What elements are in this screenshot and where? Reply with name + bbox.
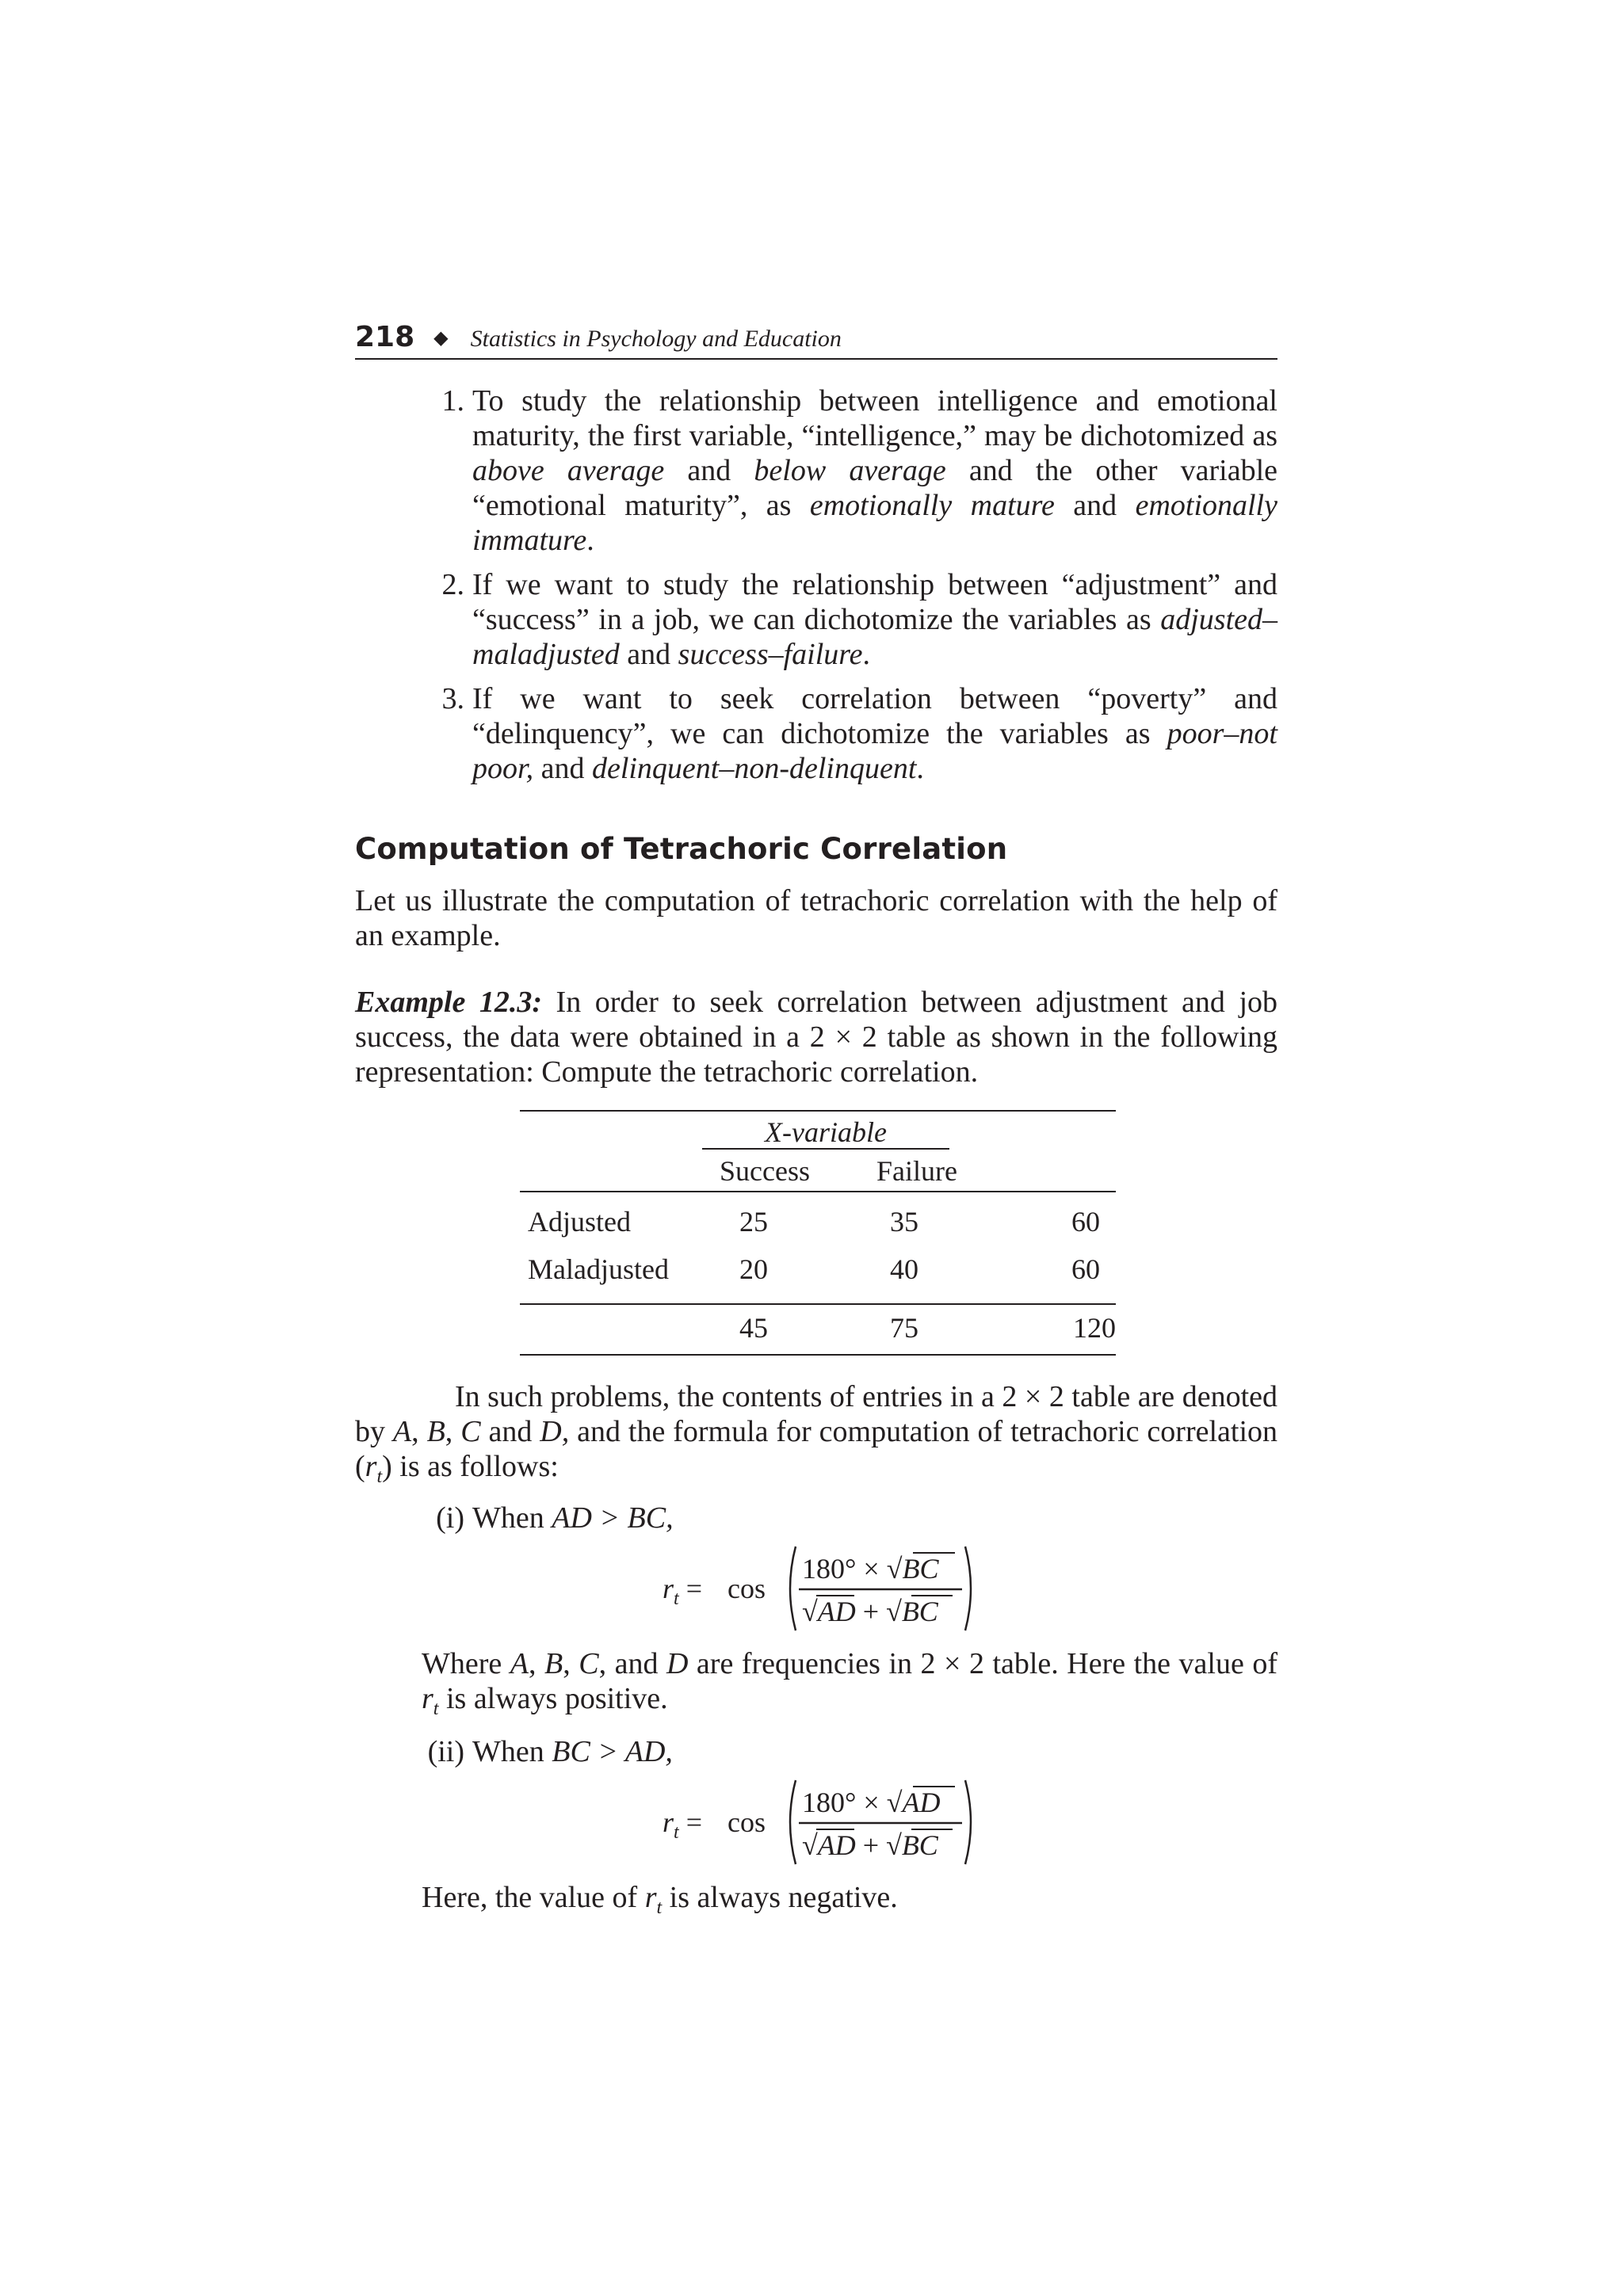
example-text: In order to seek correlation between adjustment and job success, the data were obtained in a 2 × 2 table as shown in the following representation: Compute the tetrachoric correlation.: [355, 986, 1278, 1089]
text-run: and: [664, 454, 754, 487]
table-row: [520, 1246, 1116, 1294]
text-run: ,: [411, 1415, 427, 1448]
numerator-variable: AD: [902, 1787, 941, 1818]
text-run: and the formula for computation of tetrachoric correlation (: [355, 1415, 1278, 1483]
list-item: [355, 383, 1277, 558]
text-run: ,: [528, 1647, 544, 1680]
list-item: [355, 681, 1277, 786]
formula-case-i: [355, 1542, 1277, 1635]
denominator-term-b: √BC: [886, 1829, 938, 1861]
variable: D,: [540, 1415, 570, 1448]
italic-term: delinquent–non-delinquent: [591, 752, 917, 785]
text-run: ,: [445, 1415, 461, 1448]
list-text: [472, 383, 1277, 558]
variable: A: [392, 1415, 412, 1448]
text-run: .: [586, 524, 594, 557]
plus-sign: +: [855, 1596, 887, 1627]
variable: A: [510, 1647, 529, 1680]
formula-intro-paragraph: [355, 1379, 1277, 1488]
variable: r: [422, 1682, 433, 1715]
variable: D: [666, 1647, 689, 1680]
left-paren-icon: [790, 1780, 796, 1864]
book-title: Statistics in Psychology and Education: [470, 326, 842, 352]
case-number: (ii): [427, 1735, 464, 1768]
case-i: [355, 1501, 1277, 1535]
equals-sign: =: [678, 1573, 702, 1604]
text-run: and: [619, 638, 678, 671]
variable: r: [663, 1806, 674, 1838]
section-heading: Computation of Tetrachoric Correlation: [355, 832, 1008, 866]
plus-sign: +: [855, 1829, 887, 1861]
formula-case-ii: [355, 1775, 1277, 1869]
numerator: [802, 1553, 939, 1585]
right-paren-icon: [965, 1547, 971, 1630]
variable: B: [544, 1647, 563, 1680]
text-run: Here, the value of: [422, 1881, 645, 1914]
col-header-success: Success: [720, 1155, 810, 1187]
italic-term: emotionally mature: [809, 489, 1055, 522]
case-ii-note: [422, 1880, 1277, 1919]
numerator-variable: BC: [902, 1553, 939, 1585]
condition: BC > AD,: [552, 1735, 673, 1768]
text-run: If we want to study the relationship between “adjustment” and “success” in a job, we can dichotomize the variables as: [472, 568, 1277, 636]
denominator: [802, 1829, 939, 1861]
text-run: .: [916, 752, 924, 785]
list-text: [472, 567, 1277, 672]
denominator-term-a: √AD: [802, 1596, 856, 1627]
list-number: 3.: [441, 682, 464, 715]
numerator: [802, 1787, 940, 1818]
case-i-note: [422, 1646, 1277, 1720]
text-run: ) is as follows:: [382, 1450, 559, 1483]
example-paragraph: [355, 985, 1277, 1089]
text-run: and: [480, 1415, 540, 1448]
col-header-failure: Failure: [876, 1155, 957, 1187]
book-page: [355, 321, 1277, 1919]
table-bottom-rule: [520, 1354, 1116, 1356]
denominator-term-b: √BC: [886, 1596, 938, 1627]
list-item: [355, 567, 1277, 672]
variable: C: [579, 1647, 599, 1680]
total-success: 45: [739, 1312, 768, 1344]
subscript: t: [656, 1897, 663, 1918]
text-run: is always positive.: [438, 1682, 668, 1715]
fraction-case-ii: [785, 1775, 976, 1869]
right-paren-icon: [965, 1780, 971, 1864]
text-run: If we want to seek correlation between “poverty” and “delinquency”, we can dichotomize the variables as: [472, 682, 1277, 750]
text-run: are frequencies in 2 × 2 table. Here the value of: [688, 1647, 1278, 1680]
text-run: Where: [422, 1647, 510, 1680]
case-condition: [472, 1501, 674, 1535]
list-number: 2.: [441, 568, 464, 601]
running-head: [355, 321, 1277, 360]
case-ii: [355, 1734, 1277, 1769]
italic-term: poor–not poor,: [472, 717, 1277, 785]
italic-term: success–failure: [678, 638, 863, 671]
text-run: .: [862, 638, 871, 671]
cell-total: 60: [1071, 1253, 1100, 1285]
case-number: (i): [436, 1501, 464, 1535]
text-run: , and: [598, 1647, 666, 1680]
page-number: 218: [355, 321, 415, 353]
cos-function: cos: [727, 1573, 766, 1604]
left-paren-icon: [790, 1547, 796, 1630]
list-text: [472, 681, 1277, 786]
diamond-icon: ◆: [433, 326, 449, 349]
fraction-case-i: [785, 1542, 976, 1635]
total-failure: 75: [890, 1312, 918, 1344]
table-row: [520, 1199, 1116, 1246]
example-label: Example 12.3:: [355, 986, 543, 1019]
variable: r: [365, 1450, 377, 1483]
variable: C: [460, 1415, 481, 1448]
formula-lhs: [663, 1806, 702, 1843]
table-total-row: [520, 1305, 1116, 1354]
case-condition: [472, 1734, 673, 1769]
section-intro: Let us illustrate the computation of tetrachoric correlation with the help of an example.: [355, 884, 1277, 952]
text-run: When: [472, 1735, 552, 1768]
variable: r: [644, 1881, 657, 1914]
variable: B: [426, 1415, 445, 1448]
row-label: Adjusted: [528, 1206, 631, 1238]
numerator-prefix: 180° × √: [802, 1553, 903, 1585]
numerator-prefix: 180° × √: [802, 1787, 903, 1818]
cell-success: 25: [739, 1206, 768, 1238]
formula-lhs: [663, 1572, 702, 1609]
equals-sign: =: [678, 1806, 702, 1838]
cell-failure: 35: [890, 1206, 918, 1238]
text-run: In such problems, the contents of entries in a 2 × 2 table are denoted by: [355, 1380, 1277, 1448]
example-list: [355, 383, 1277, 786]
text-run: and: [533, 752, 592, 785]
italic-term: adjusted–maladjusted: [472, 603, 1277, 671]
grand-total: 120: [1073, 1312, 1116, 1344]
denominator-term-a: √AD: [802, 1829, 856, 1861]
italic-term: below average: [754, 454, 946, 487]
table-body: [520, 1192, 1116, 1303]
italic-term: emotionally immature: [472, 489, 1277, 557]
cell-success: 20: [739, 1253, 768, 1285]
denominator: [802, 1596, 939, 1627]
text-run: and: [1054, 489, 1136, 522]
text-run: To study the relationship between intelligence and emotional maturity, the first variable, “intelligence,” may be dichotomized as: [472, 384, 1277, 452]
row-label: Maladjusted: [528, 1253, 669, 1285]
condition: AD > BC,: [552, 1501, 674, 1535]
text-run: ,: [563, 1647, 579, 1680]
subscript: t: [433, 1699, 439, 1719]
italic-term: above average: [472, 454, 665, 487]
subscript: t: [674, 1589, 679, 1609]
text-run: When: [472, 1501, 552, 1535]
cos-function: cos: [727, 1806, 766, 1838]
x-variable-label: X-variable: [702, 1116, 949, 1150]
variable: r: [663, 1573, 674, 1604]
text-run: and the other variable “emotional maturity”, as: [472, 454, 1277, 522]
subscript: t: [674, 1822, 679, 1843]
subscript: t: [376, 1466, 383, 1487]
cell-failure: 40: [890, 1253, 918, 1285]
list-number: 1.: [441, 384, 464, 418]
contingency-table: [520, 1110, 1116, 1356]
cell-total: 60: [1071, 1206, 1100, 1238]
text-run: is always negative.: [662, 1881, 898, 1914]
table-header: [520, 1112, 1116, 1191]
